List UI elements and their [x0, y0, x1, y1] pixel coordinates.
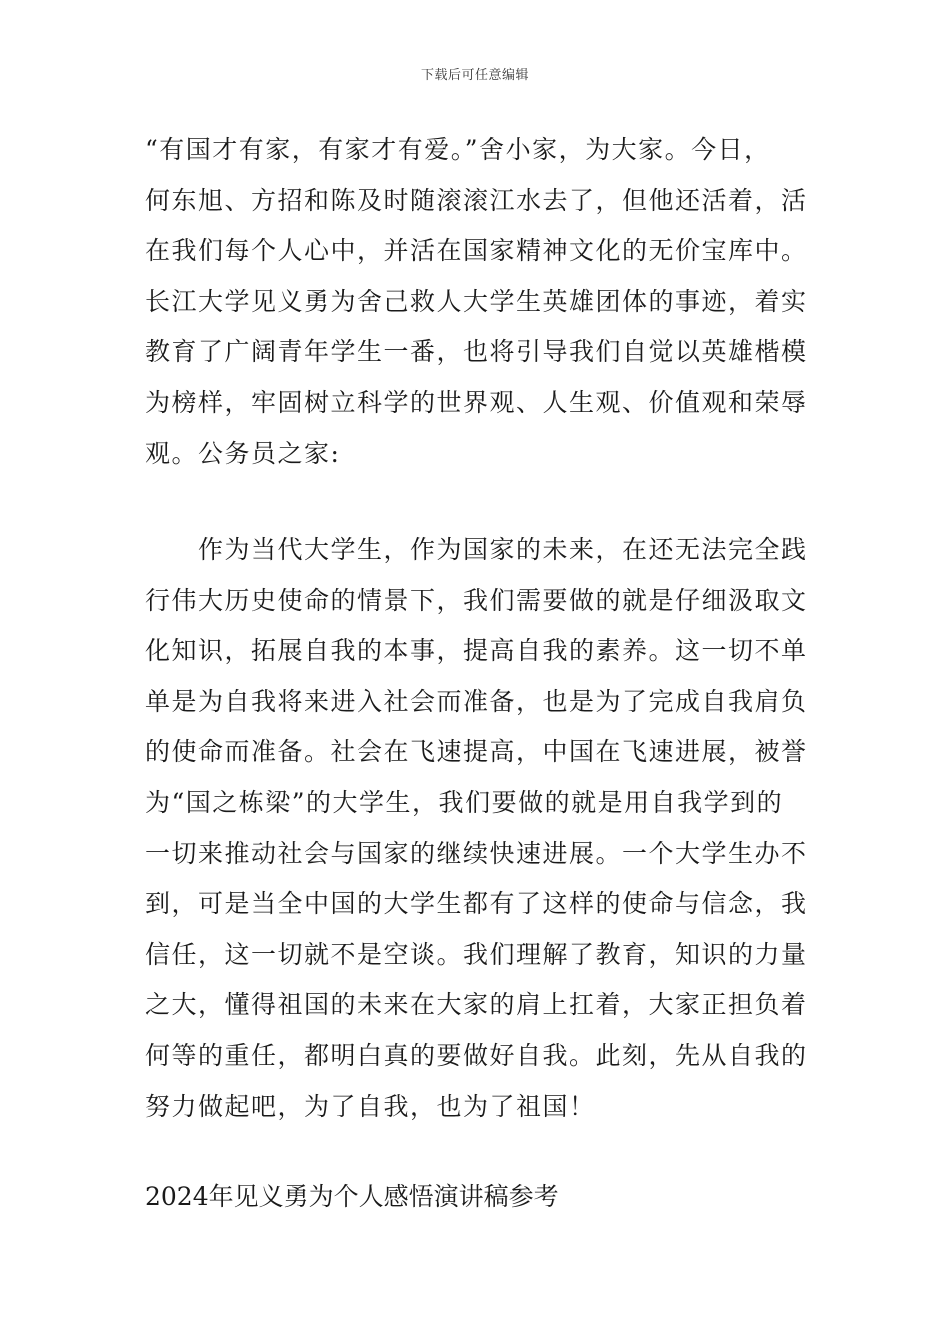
page-header: 下载后可任意编辑	[420, 68, 529, 83]
paragraph-line: “有国才有家，有家才有爱。”舍小家，为大家。今日，	[145, 135, 771, 164]
paragraph-line: 何等的重任，都明白真的要做好自我。此刻，先从自我的	[145, 1040, 808, 1070]
paragraph-line: 长江大学见义勇为舍己救人大学生英雄团体的事迹，着实	[145, 286, 808, 316]
paragraph-line: 之大，懂得祖国的未来在大家的肩上扛着，大家正担负着	[145, 990, 808, 1020]
section-heading: 2024年见义勇为个人感悟演讲稿参考	[145, 1182, 559, 1211]
paragraph-line: 信任，这一切就不是空谈。我们理解了教育，知识的力量	[145, 939, 808, 969]
paragraph-line: 到，可是当全中国的大学生都有了这样的使命与信念，我	[145, 889, 808, 919]
paragraph-line: 何东旭、方招和陈及时随滚滚江水去了，但他还活着，活	[145, 185, 808, 215]
paragraph-line: 化知识，拓展自我的本事，提高自我的素养。这一切不单	[145, 636, 808, 666]
paragraph-line: 观。公务员之家:	[145, 438, 341, 468]
paragraph-line: 作为当代大学生，作为国家的未来，在还无法完全践	[145, 535, 808, 564]
paragraph-line: 为榜样，牢固树立科学的世界观、人生观、价值观和荣辱	[145, 387, 808, 417]
paragraph-line: 在我们每个人心中，并活在国家精神文化的无价宝库中。	[145, 236, 808, 266]
paragraph-2	[145, 525, 808, 1132]
paragraph-line: 的使命而准备。社会在飞速提高，中国在飞速进展，被誉	[145, 737, 808, 767]
paragraph-line: 努力做起吧，为了自我，也为了祖国！	[145, 1091, 596, 1121]
paragraph-line: 为“国之栋梁”的大学生，我们要做的就是用自我学到的	[145, 787, 784, 817]
paragraph-1	[145, 125, 808, 479]
paragraph-line: 一切来推动社会与国家的继续快速进展。一个大学生办不	[145, 838, 808, 868]
paragraph-line: 单是为自我将来进入社会而准备，也是为了完成自我肩负	[145, 686, 808, 716]
paragraph-line: 行伟大历史使命的情景下，我们需要做的就是仔细汲取文	[145, 585, 808, 615]
paragraph-line: 教育了广阔青年学生一番，也将引导我们自觉以英雄楷模	[145, 337, 808, 367]
